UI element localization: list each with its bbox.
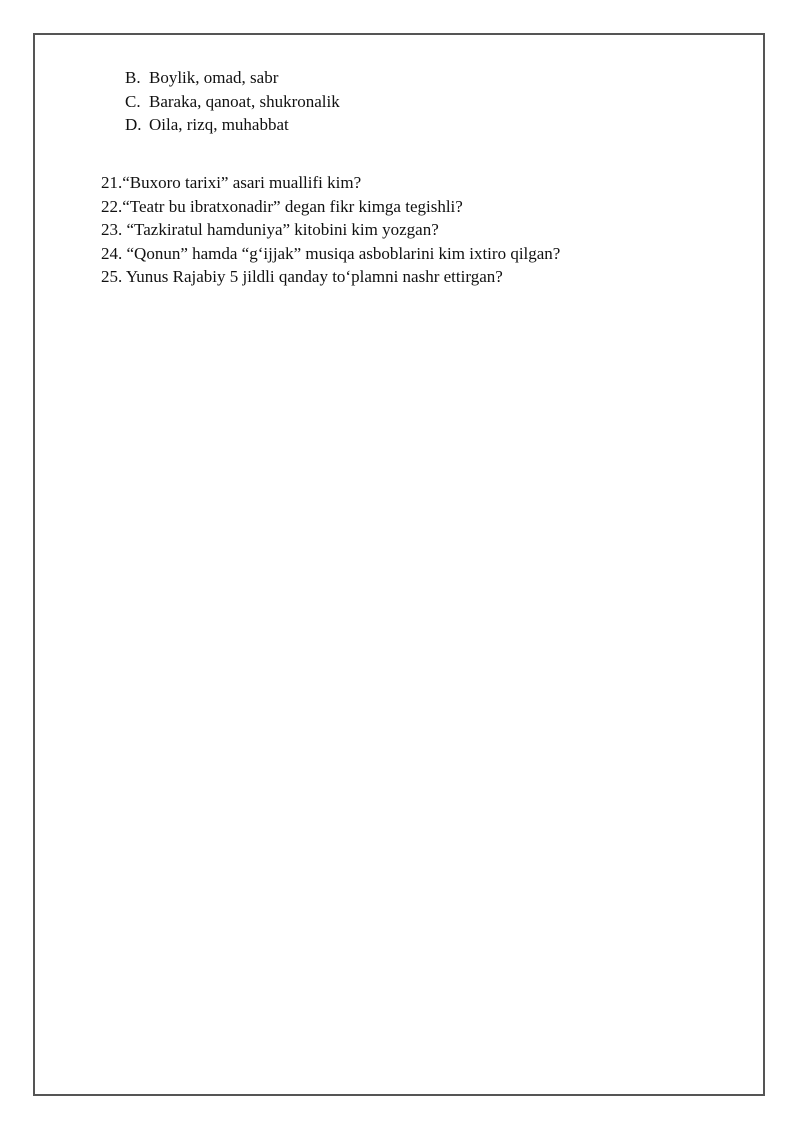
question-22: 22.“Teatr bu ibratxonadir” degan fikr kimga tegishli? — [101, 196, 463, 216]
option-text: Baraka, qanoat, shukronalik — [149, 91, 340, 111]
option-text: Oila, rizq, muhabbat — [149, 115, 289, 134]
question-21: 21.“Buxoro tarixi” asari muallifi kim? — [101, 173, 362, 192]
answer-option-c — [125, 90, 340, 114]
option-letter: D. — [125, 115, 142, 134]
option-text: Boylik, omad, sabr — [149, 68, 279, 87]
answer-option-d — [125, 113, 340, 137]
question-24: 24. “Qonun” hamda “g‘ijjak” musiqa asboblarini kim ixtiro qilgan? — [101, 243, 561, 263]
option-letter: B. — [125, 68, 141, 87]
question-23: 23. “Tazkiratul hamduniya” kitobini kim yozgan? — [101, 220, 439, 239]
question-25: 25. Yunus Rajabiy 5 jildli qanday to‘plamni nashr ettirgan? — [101, 267, 503, 286]
option-letter: C. — [125, 91, 141, 111]
answer-options — [125, 66, 340, 137]
question-list — [101, 171, 560, 289]
answer-option-b — [125, 66, 340, 90]
